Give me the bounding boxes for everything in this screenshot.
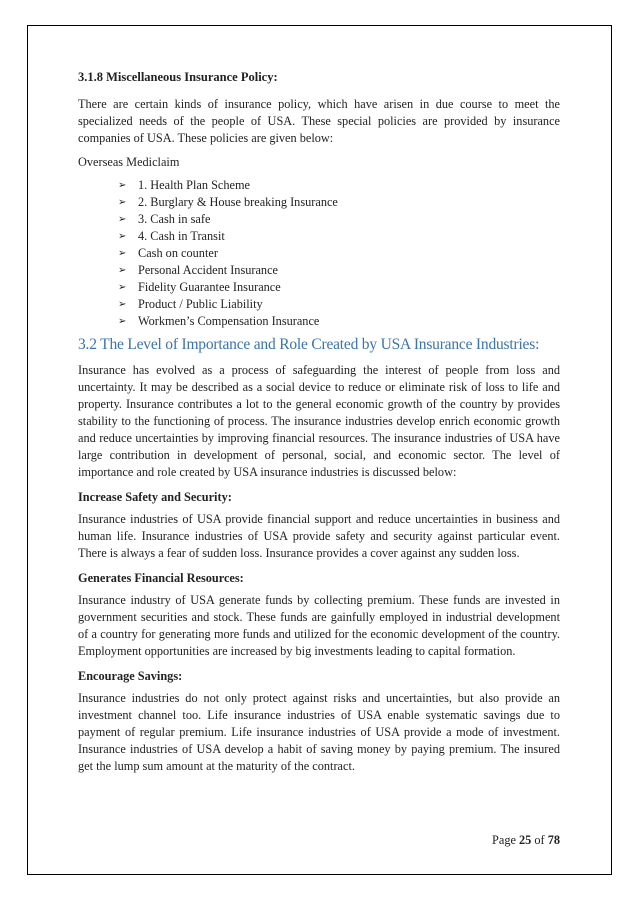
subsection-text-savings: Insurance industries do not only protect against risks and uncertainties, but also provide an investment channel too. Life insurance industries of USA enable systematic savings due to payment of regular premium. Life insurance industries of USA provide a mode of investment. Insurance industries of USA develop a habit of saving money by paying premium. The insured get the lump sum amount at the maturity of the contract. (78, 691, 560, 773)
list-item: ➢ Fidelity Guarantee Insurance (118, 280, 281, 294)
arrow-bullet-icon: ➢ (118, 214, 127, 225)
list-item: ➢ 2. Burglary & House breaking Insurance (118, 195, 338, 209)
subsection-text-resources: Insurance industry of USA generate funds by collecting premium. These funds are invested in government securities and stock. These funds are gainfully employed in industrial development of a country for generating more funds and utilized for the economic development of the country. Employment opportunities are increased by big investments leading to capital formation. (78, 593, 560, 658)
subsection-heading-safety: Increase Safety and Security: (78, 490, 232, 504)
arrow-bullet-icon: ➢ (118, 180, 127, 191)
arrow-bullet-icon: ➢ (118, 265, 127, 276)
section-318-intro: There are certain kinds of insurance policy, which have arisen in due course to meet the specialized needs of the people of USA. These special policies are provided by insurance companies of USA. These policies are given below: (78, 97, 560, 145)
list-item: ➢ Cash on counter (118, 246, 218, 260)
arrow-bullet-icon: ➢ (118, 282, 127, 293)
arrow-bullet-icon: ➢ (118, 316, 127, 327)
section-318-heading: 3.1.8 Miscellaneous Insurance Policy: (78, 70, 278, 84)
page-content (78, 70, 560, 775)
list-item: ➢ 4. Cash in Transit (118, 229, 225, 243)
section-32-heading: 3.2 The Level of Importance and Role Created by USA Insurance Industries: (78, 336, 540, 353)
list-item: ➢ Product / Public Liability (118, 297, 263, 311)
list-item: ➢ 3. Cash in safe (118, 212, 211, 226)
list-item: ➢ 1. Health Plan Scheme (118, 178, 251, 192)
arrow-bullet-icon: ➢ (118, 299, 127, 310)
overseas-mediclaim-label: Overseas Mediclaim (78, 155, 180, 169)
subsection-heading-savings: Encourage Savings: (78, 669, 183, 683)
policy-list (78, 177, 560, 330)
section-32-intro: Insurance has evolved as a process of safeguarding the interest of people from loss and uncertainty. It may be described as a social device to reduce or eliminate risk of loss to life and property. Insurance contributes a lot to the general economic growth of the country by provides stability to the functioning of process. The insurance industries develop enrich economic growth and reduce uncertainties by improving financial resources. The insurance industries of USA have large contribution in development of personal, social, and economic sector. The level of importance and role created by USA insurance industries is discussed below: (78, 363, 560, 479)
subsection-text-safety: Insurance industries of USA provide financial support and reduce uncertainties in business and human life. Insurance industries of USA provide safety and security against particular event. There is always a fear of sudden loss. Insurance provides a cover against any sudden loss. (78, 512, 560, 560)
arrow-bullet-icon: ➢ (118, 231, 127, 242)
list-item: ➢ Personal Accident Insurance (118, 263, 278, 277)
subsection-heading-resources: Generates Financial Resources: (78, 571, 244, 585)
arrow-bullet-icon: ➢ (118, 197, 127, 208)
page-number: Page 25 of 78 (492, 833, 560, 847)
list-item: ➢ Workmen’s Compensation Insurance (118, 314, 320, 328)
arrow-bullet-icon: ➢ (118, 248, 127, 259)
